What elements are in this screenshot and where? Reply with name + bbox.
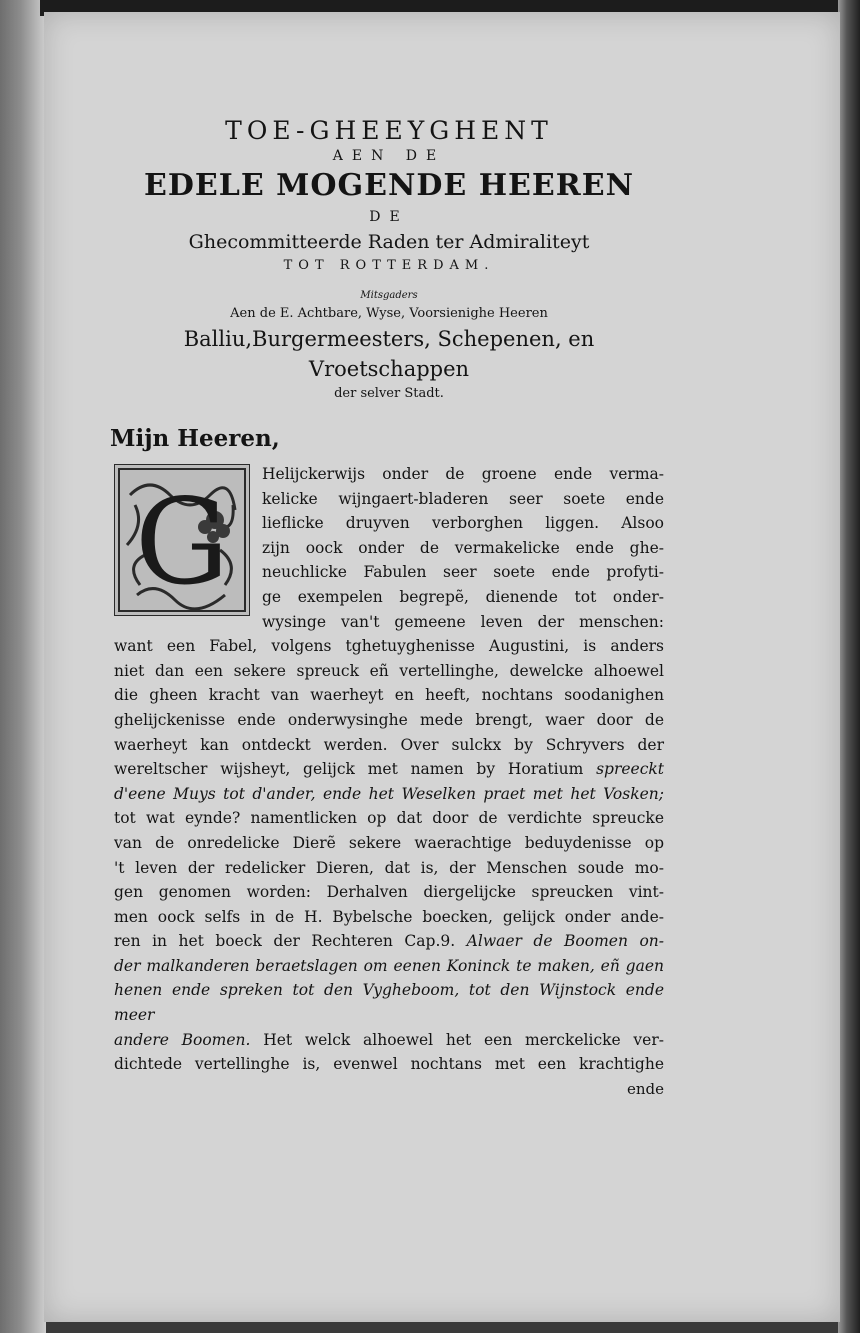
body-line-14: d'eene Muys tot d'ander, ende het Weselken praet met het Vosken; [114,784,664,803]
body-line-5: neuchlicke Fabulen seer soete ende profyti- [262,563,664,582]
body-line-16: van de onredelicke Dierẽ sekere waerachtige beduydenisse op [114,833,664,852]
body-line-20-italic: Alwaer de Boomen on- [466,932,664,951]
body-line-20-roman: ren in het boeck der Rechteren Cap.9. [114,932,456,951]
body-line-11: ghelijckenisse ende onderwysinghe mede brengt, waer door de [114,710,664,729]
body-line-20 [114,929,664,954]
heading-line-2: AEN DE [332,148,446,164]
body-line-10: die gheen kracht van waerheyt en heeft, nochtans soodanighen [114,686,664,705]
body-line-23 [114,1028,664,1053]
decorated-initial [114,464,250,616]
scan-left-edge [0,0,46,1333]
body-line-3: lieflicke druyven verborghen liggen. Alsoo [262,514,664,533]
body-line-19: men oock selfs in de H. Bybelsche boecken, gelijck onder ande- [114,907,664,926]
body-line-21: der malkanderen beraetslagen om eenen Koninck te maken, eñ gaen [114,956,664,975]
ornament-foliage-icon [115,465,249,615]
body-line-13 [114,757,664,782]
body-line-8: want een Fabel, volgens tghetuyghenisse Augustini, is anders [114,637,664,656]
dedication-label: Mitsgaders [360,290,418,301]
body-line-17: 't leven der redelicker Dieren, dat is, der Menschen soude mo- [114,858,664,877]
dedication-line-3: der selver Stadt. [334,386,444,401]
body-line-7: wysinge van't gemeene leven der menschen: [262,612,664,631]
body-line-13-italic: spreeckt [596,760,664,779]
heading-line-4: DE [369,209,409,225]
page-content [110,116,664,1101]
body-text [114,462,664,1077]
body-line-23-italic: andere Boomen. [114,1030,251,1049]
heading-line-3: EDELE MOGENDE HEEREN [143,168,635,203]
body-line-1: Helijckerwijs onder de groene ende verma- [262,465,664,483]
salutation: Mijn Heeren, [110,425,280,452]
dedication-line-2: Balliu,Burgermeesters, Schepenen, en Vroetschappen [183,327,595,381]
body-line-2: kelicke wijngaert-bladeren seer soete ende [262,489,664,508]
body-line-18: gen genomen worden: Derhalven diergelijcke spreucken vint- [114,883,664,902]
scan-right-edge [838,0,860,1333]
body-line-6: ge exempelen begrepẽ, dienende tot onder- [262,587,664,606]
body-line-22: henen ende spreken tot den Vygheboom, tot den Wijnstock ende meer [114,981,664,1025]
body-line-23-roman: Het welck alhoewel het een merckelicke ver- [263,1030,664,1049]
body-line-4: zijn oock onder de vermakelicke ende ghe- [262,538,664,557]
catchword: ende [626,1079,664,1098]
dedication-line-1: Aen de E. Achtbare, Wyse, Voorsienighe Heeren [230,306,548,321]
body-line-24: dichtede vertellinghe is, evenwel nochtans met een krachtighe [114,1055,664,1074]
body-line-15: tot wat eynde? namentlicken op dat door de verdichte spreucke [114,809,664,828]
heading-line-1: TOE-GHEEYGHENT [225,116,553,145]
body-line-12: waerheyt kan ontdeckt werden. Over sulckx by Schryvers der [114,735,664,754]
body-line-9: niet dan een sekere spreuck eñ vertellinghe, dewelcke alhoewel [114,661,664,680]
heading-line-6: TOT ROTTERDAM. [283,258,495,273]
heading-line-5: Ghecommitteerde Raden ter Admiraliteyt [188,231,590,253]
book-page [44,12,840,1322]
body-line-13-roman: wereltscher wijsheyt, gelijck met namen by Horatium [114,760,584,779]
dropcap-letter: G [134,473,230,611]
